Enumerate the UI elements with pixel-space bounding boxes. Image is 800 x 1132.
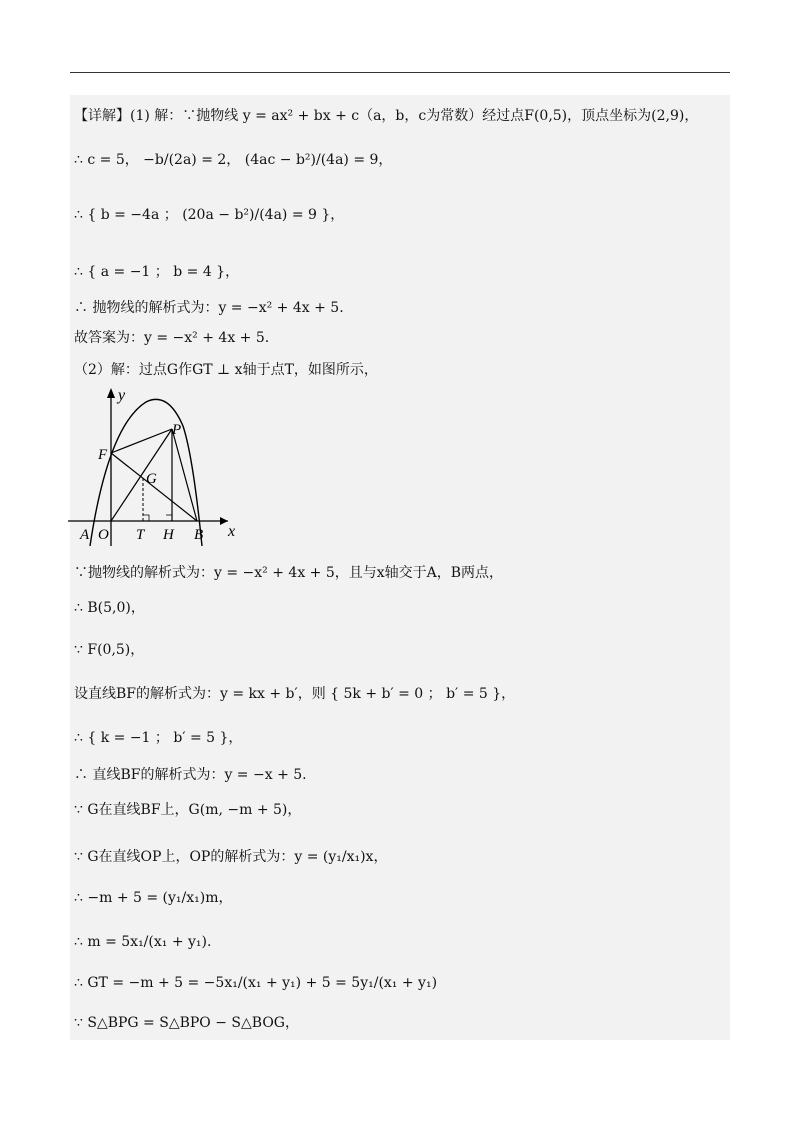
segment-FB <box>111 453 197 521</box>
text-line-11: 设直线BF的解析式为：y = kx + b′，则 { 5k + b′ = 0 ； b′ = 5 }， <box>74 686 516 702</box>
text-line-15: ∵ G在直线OP上，OP的解析式为：y = (y₁/x₁)x， <box>74 849 388 865</box>
text-line-17: ∴ m = 5x₁/(x₁ + y₁). <box>74 934 212 950</box>
text-line-13: ∴ 直线BF的解析式为：y = −x + 5. <box>74 767 307 783</box>
label-P: P <box>172 422 182 438</box>
label-H: H <box>163 527 174 543</box>
label-O: O <box>98 527 109 543</box>
text-line-12: ∴ { k = −1 ； b′ = 5 }， <box>74 730 243 746</box>
segment-OP <box>111 429 172 521</box>
text-line-14: ∵ G在直线BF上，G(m, −m + 5)， <box>74 802 302 818</box>
text-line-4: ∴ { a = −1 ； b = 4 }， <box>74 264 240 280</box>
top-rule <box>70 72 730 73</box>
text-line-1: 【详解】(1) 解：∵抛物线 y = ax² + bx + c（a，b，c为常数）经过点F(0,5)，顶点坐标为(2,9)， <box>74 108 699 124</box>
text-line-5: ∴ 抛物线的解析式为：y = −x² + 4x + 5. <box>74 300 344 316</box>
parabola-figure <box>68 386 243 546</box>
label-A: A <box>80 527 90 543</box>
text-line-10: ∵ F(0,5)， <box>74 642 145 658</box>
label-F: F <box>98 447 108 463</box>
label-G: G <box>146 471 157 487</box>
text-line-18: ∴ GT = −m + 5 = −5x₁/(x₁ + y₁) + 5 = 5y₁/(x₁ + y₁) <box>74 975 438 991</box>
label-T: T <box>136 527 145 543</box>
right-angle-T <box>143 515 149 521</box>
text-line-6: 故答案为：y = −x² + 4x + 5. <box>74 330 270 346</box>
text-line-3: ∴ { b = −4a ； (20a − b²)/(4a) = 9 }， <box>74 207 345 223</box>
label-x: x <box>228 523 236 540</box>
text-line-19: ∵ S△BPG = S△BPO − S△BOG， <box>74 1015 299 1031</box>
text-line-16: ∴ −m + 5 = (y₁/x₁)m， <box>74 890 233 906</box>
label-B: B <box>194 527 204 543</box>
text-line-9: ∴ B(5,0)， <box>74 600 145 616</box>
label-y: y <box>118 387 126 404</box>
text-line-8: ∵抛物线的解析式为：y = −x² + 4x + 5，且与x轴交于A，B两点， <box>74 565 504 581</box>
text-line-2: ∴ c = 5， −b/(2a) = 2， (4ac − b²)/(4a) = 9， <box>74 152 393 168</box>
y-axis-arrow <box>107 388 115 398</box>
text-line-7: （2）解：过点G作GT ⊥ x轴于点T，如图所示， <box>74 362 378 378</box>
x-axis-arrow <box>220 517 228 525</box>
